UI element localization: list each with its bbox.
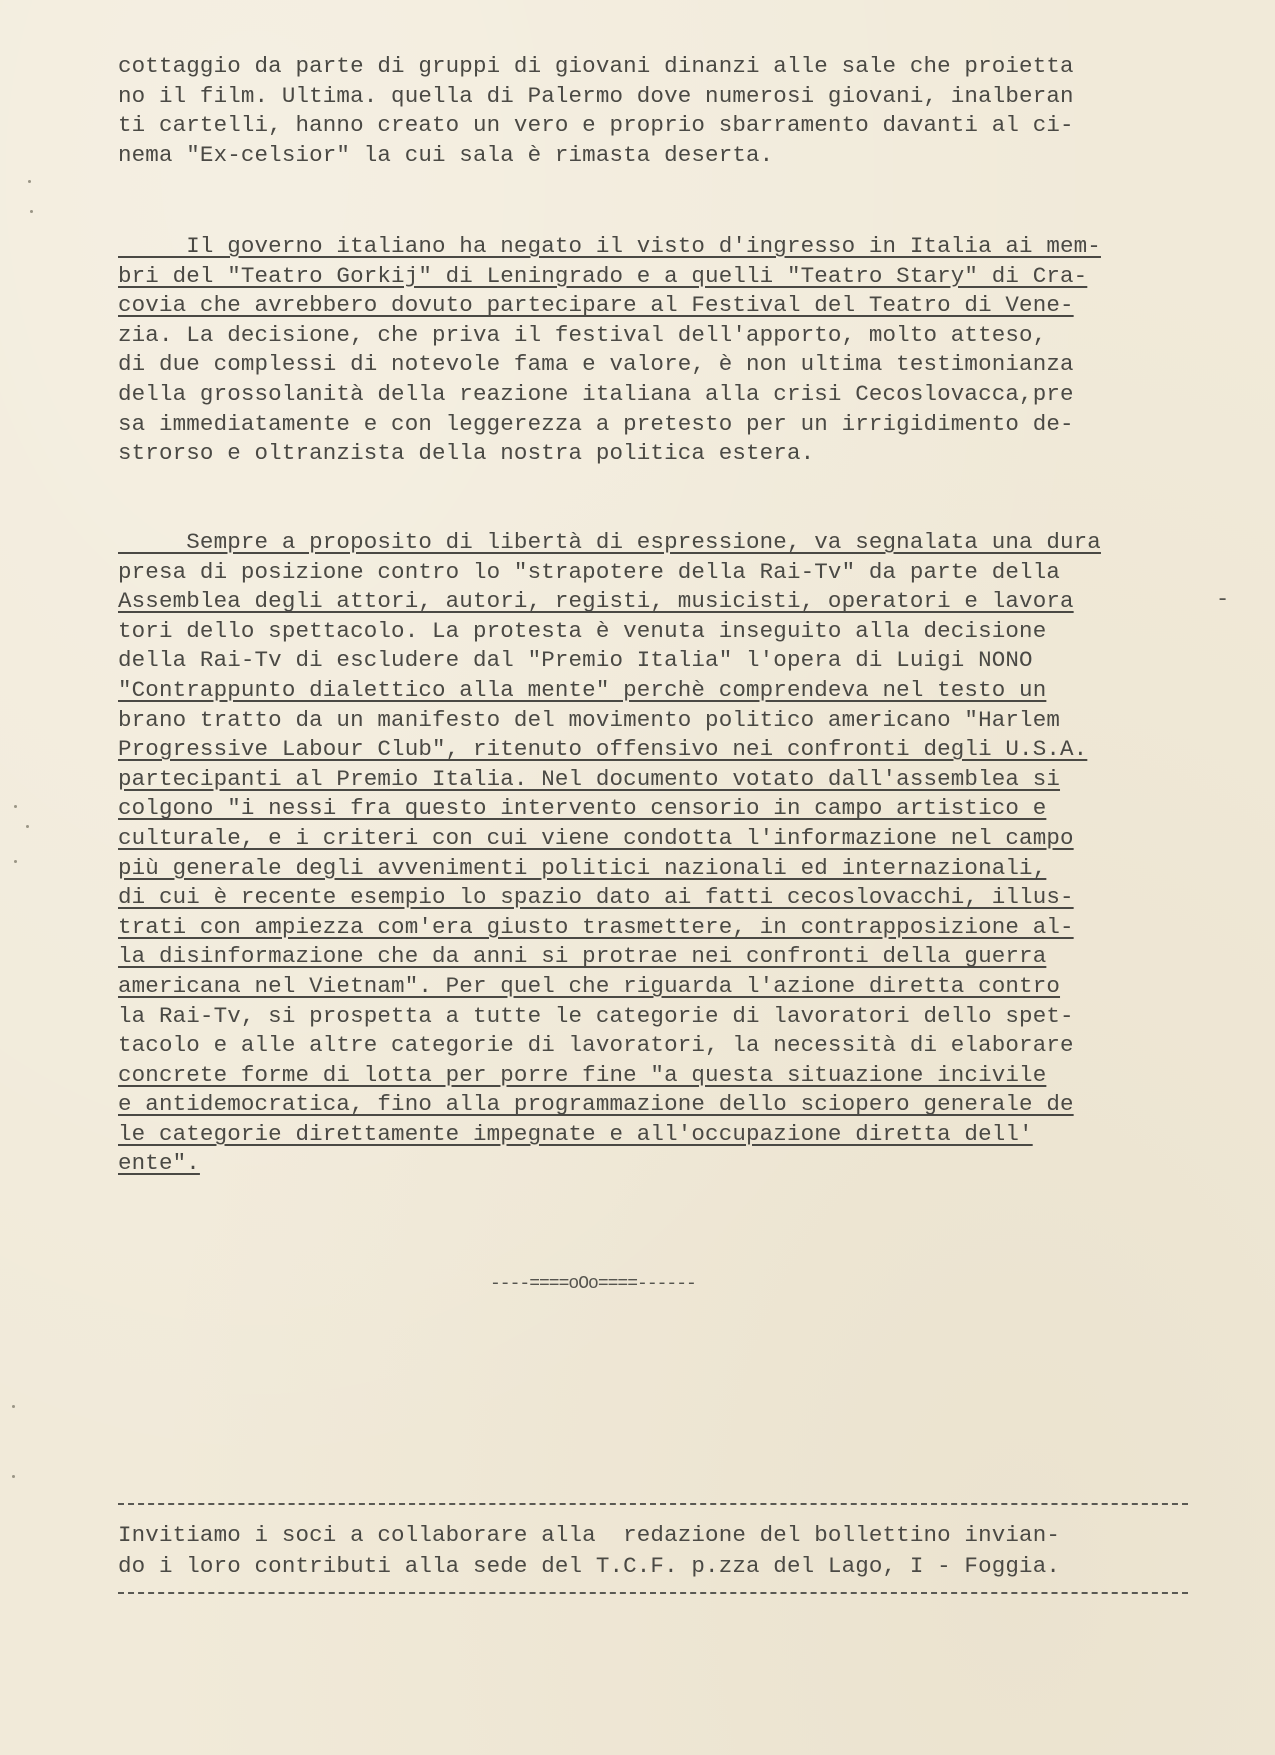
footer-line: Invitiamo i soci a collaborare alla redazione del bollettino invian-: [118, 1522, 1061, 1548]
paragraph-3: [118, 528, 1208, 1179]
paper-speck: [14, 860, 17, 863]
footer-note: [118, 1520, 1208, 1582]
text-line-underlined: Progressive Labour Club", ritenuto offensivo nei confronti degli U.S.A.: [118, 736, 1088, 763]
text-line-underlined: concrete forme di lotta per porre fine "a questa situazione incivile: [118, 1061, 1047, 1088]
text-line-underlined: Assemblea degli attori, autori, registi, musicisti, operatori e lavora: [118, 588, 1074, 615]
text-line: tori dello spettacolo. La protesta è venuta inseguito alla decisione: [118, 617, 1047, 644]
text-line-underlined: e antidemocratica, fino alla programmazione dello sciopero generale de: [118, 1091, 1074, 1118]
text-line-underlined: colgono "i nessi fra questo intervento censorio in campo artistico e: [118, 795, 1047, 822]
text-line: no il film. Ultima. quella di Palermo dove numerosi giovani, inalberan: [118, 82, 1074, 109]
text-line: tacolo e alle altre categorie di lavoratori, la necessità di elaborare: [118, 1032, 1074, 1059]
text-line-underlined: le categorie direttamente impegnate e all'occupazione diretta dell': [118, 1120, 1033, 1147]
text-line-underlined: bri del "Teatro Gorkij" di Leningrado e a quelli "Teatro Stary" di Cra-: [118, 262, 1088, 289]
paper-speck: [12, 1475, 15, 1478]
text-line-underlined: di cui è recente esempio lo spazio dato ai fatti cecoslovacchi, illus-: [118, 884, 1074, 911]
text-line-underlined: Sempre a proposito di libertà di espressione, va segnalata una dura: [118, 529, 1101, 555]
text-line: di due complessi di notevole fama e valore, è non ultima testimonianza: [118, 351, 1074, 378]
text-line: la Rai-Tv, si prospetta a tutte le categorie di lavoratori dello spet-: [118, 1002, 1074, 1029]
text-line: brano tratto da un manifesto del movimento politico americano "Harlem: [118, 706, 1061, 733]
text-line: della Rai-Tv di escludere dal "Premio Italia" l'opera di Luigi NONO: [118, 647, 1033, 674]
text-line: della grossolanità della reazione italiana alla crisi Cecoslovacca,pre: [118, 380, 1074, 407]
text-line: zia. La decisione, che priva il festival dell'apporto, molto atteso,: [118, 321, 1047, 348]
text-line-underlined: "Contrappunto dialettico alla mente" perchè comprendeva nel testo un: [118, 676, 1047, 703]
paragraph-1: [118, 52, 1208, 170]
paragraph-2: [118, 232, 1208, 469]
text-line: ti cartelli, hanno creato un vero e proprio sbarramento davanti al ci-: [118, 112, 1074, 139]
text-line: strorso e oltranzista della nostra politica estera.: [118, 440, 815, 467]
paper-speck: [14, 805, 17, 808]
text-line-underlined: la disinformazione che da anni si protrae nei confronti della guerra: [118, 943, 1047, 970]
text-line-underlined: americana nel Vietnam". Per quel che riguarda l'azione diretta contro: [118, 972, 1061, 999]
footer-top-rule: [118, 1503, 1188, 1505]
text-line-underlined: ente".: [118, 1150, 200, 1177]
text-line: cottaggio da parte di gruppi di giovani dinanzi alle sale che proietta: [118, 53, 1074, 79]
text-line: presa di posizione contro lo "strapotere della Rai-Tv" da parte della: [118, 558, 1061, 585]
paper-speck: [26, 825, 29, 828]
text-line-underlined: partecipanti al Premio Italia. Nel documento votato dall'assemblea si: [118, 765, 1061, 792]
margin-mark: -: [1216, 587, 1230, 612]
text-line-underlined: culturale, e i criteri con cui viene condotta l'informazione nel campo: [118, 824, 1074, 851]
text-line-underlined: Il governo italiano ha negato il visto d'ingresso in Italia ai mem-: [118, 233, 1101, 259]
paper-speck: [12, 1405, 15, 1408]
text-line: sa immediatamente e con leggerezza a pretesto per un irrigidimento de-: [118, 410, 1074, 437]
section-separator: ----====oOo====------: [490, 1274, 696, 1294]
footer-line: do i loro contributi alla sede del T.C.F. p.zza del Lago, I - Foggia.: [118, 1553, 1061, 1579]
paper-speck: [30, 210, 33, 213]
paper-speck: [28, 180, 31, 183]
text-line: nema "Ex-celsior" la cui sala è rimasta deserta.: [118, 141, 774, 168]
text-line-underlined: trati con ampiezza com'era giusto trasmettere, in contrapposizione al-: [118, 913, 1074, 940]
footer-bottom-rule: [118, 1592, 1188, 1594]
text-line-underlined: covia che avrebbero dovuto partecipare al Festival del Teatro di Vene-: [118, 292, 1074, 319]
text-line-underlined: più generale degli avvenimenti politici nazionali ed internazionali,: [118, 854, 1047, 881]
